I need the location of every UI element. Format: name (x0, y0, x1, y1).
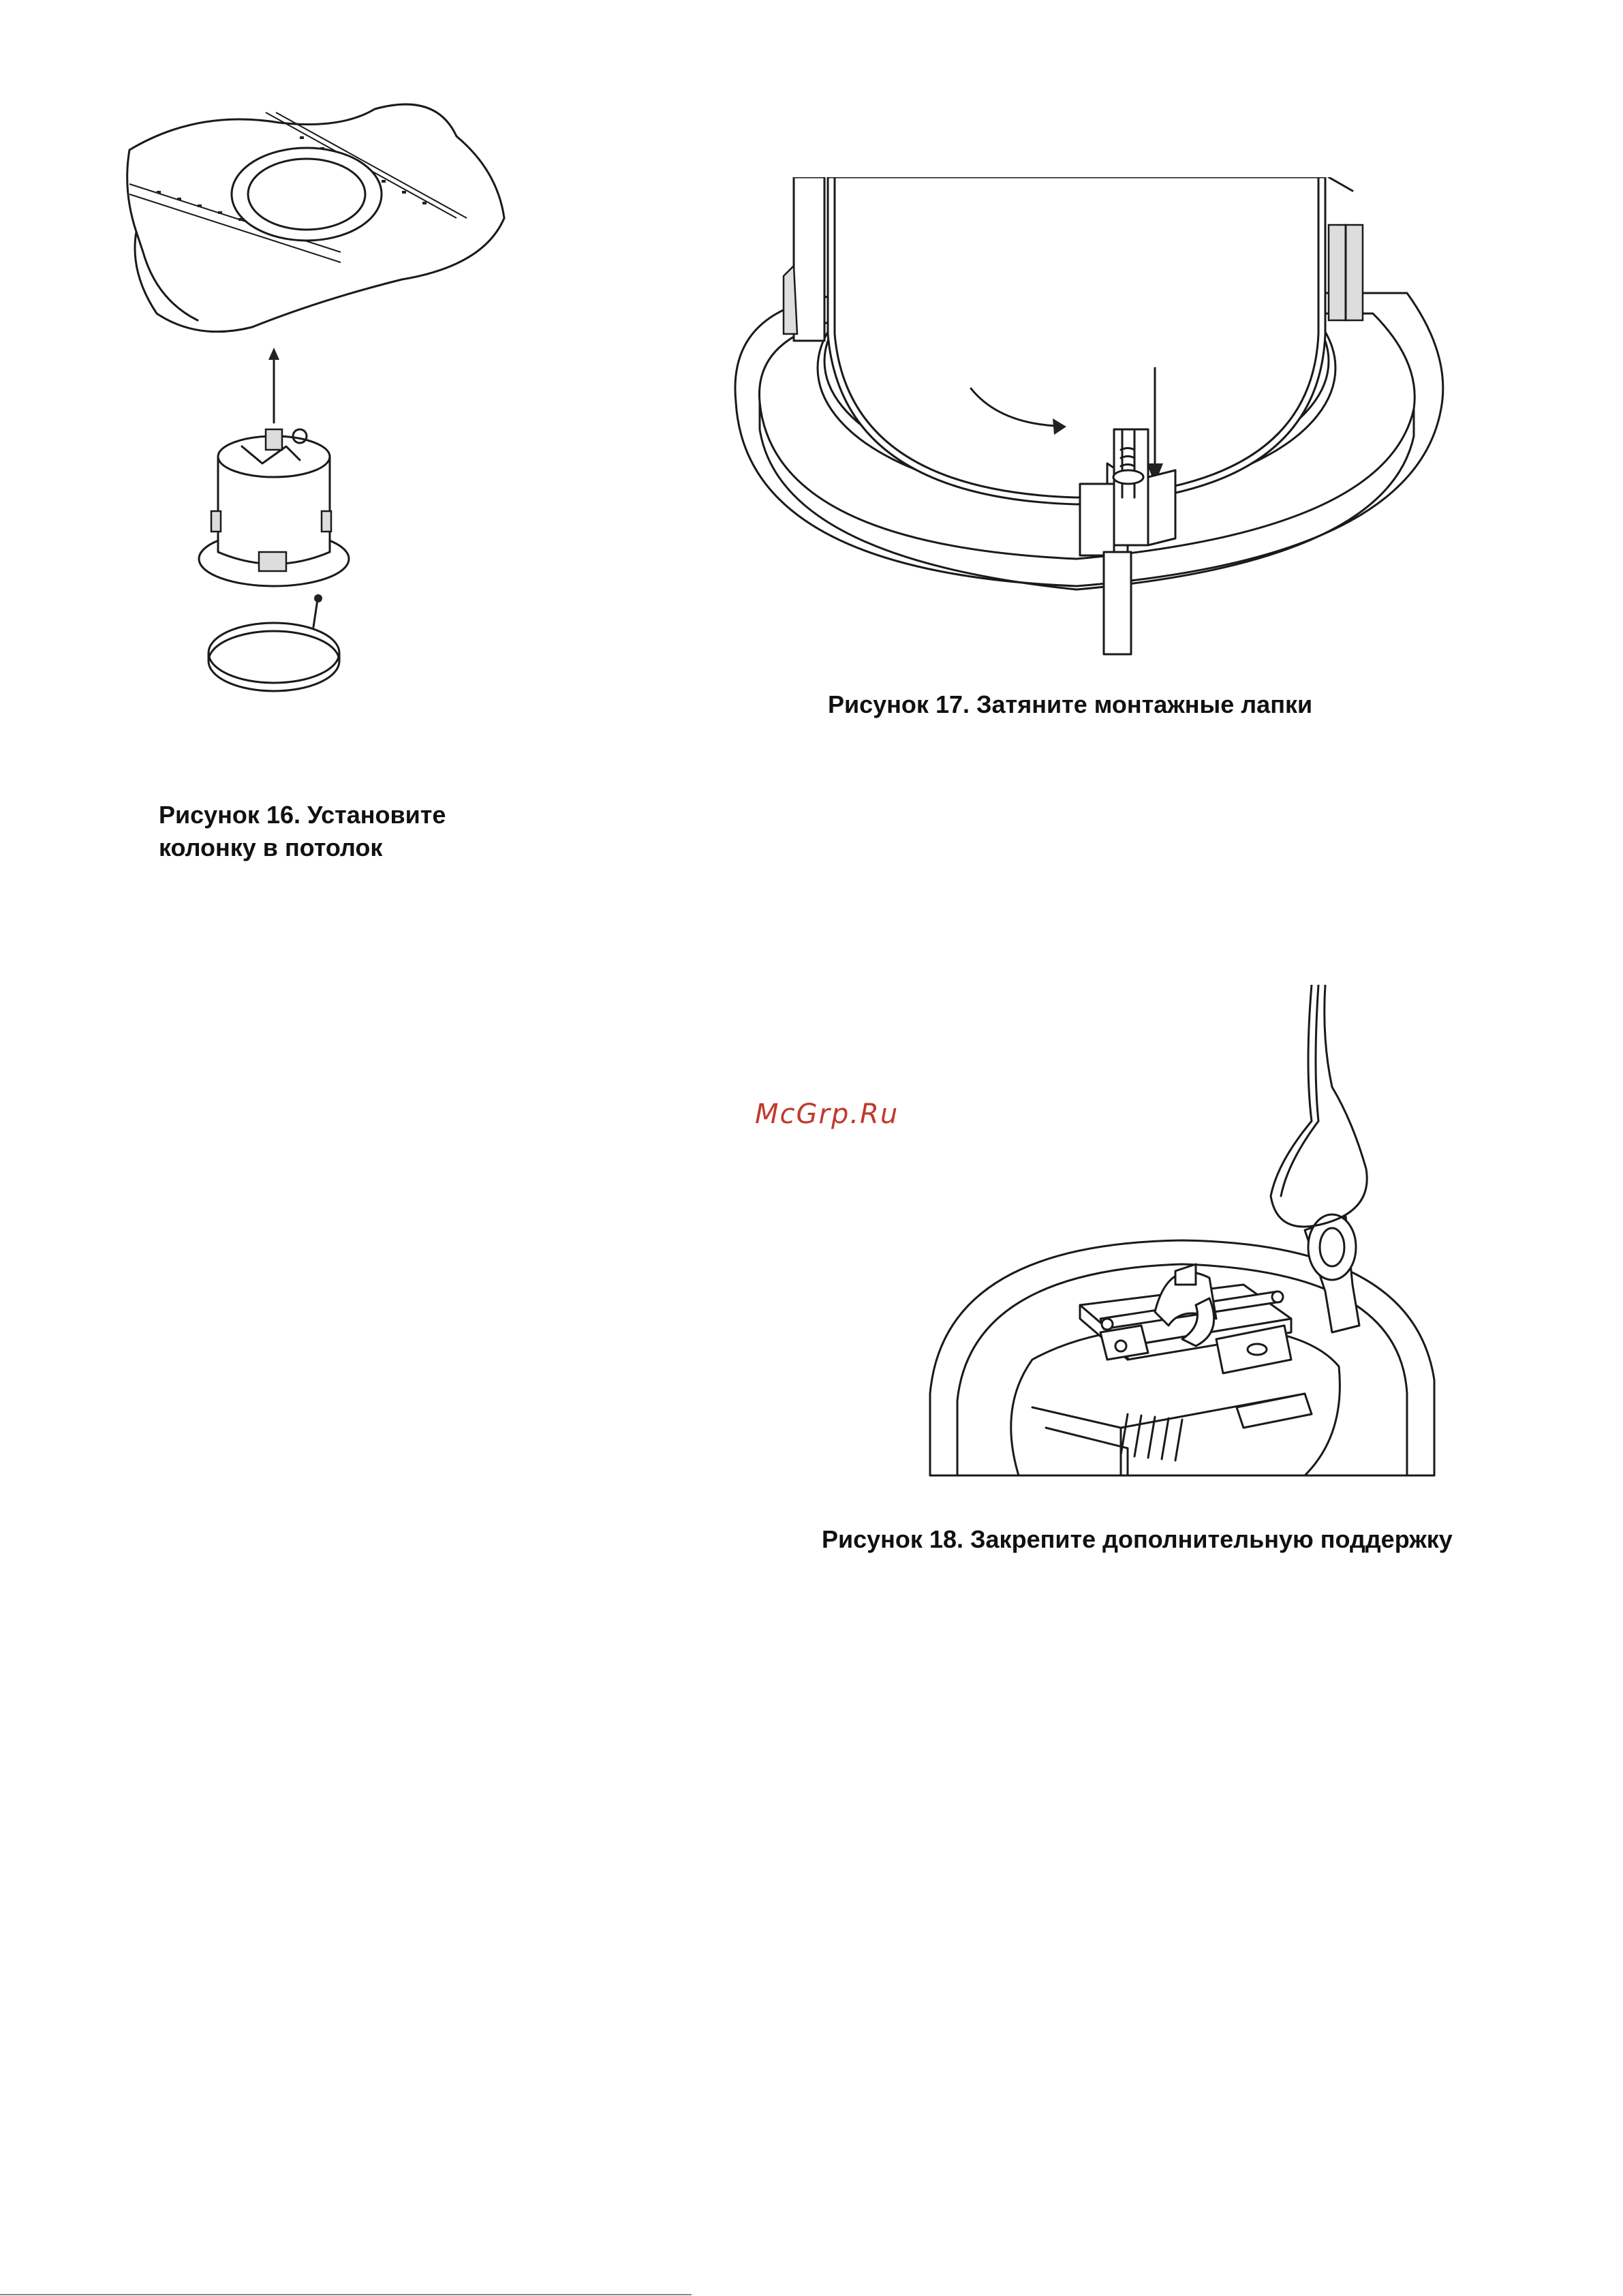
watermark: McGrp.Ru (755, 1099, 899, 1130)
caption-line: Рисунок 16. Установите (159, 801, 446, 829)
figure-18-caption (822, 1523, 1453, 1556)
figure-18-illustration (923, 985, 1441, 1482)
footer-rule (0, 2294, 692, 2295)
caption-line: Рисунок 17. Затяните монтажные лапки (828, 690, 1313, 718)
caption-line: Рисунок 18. Закрепите дополнительную поддержку (822, 1525, 1453, 1553)
figure-17-caption (828, 688, 1312, 721)
caption-line: колонку в потолок (159, 833, 383, 861)
figure-16-caption (159, 799, 446, 864)
figure-16-illustration (116, 95, 531, 716)
figure-17-illustration (705, 177, 1448, 668)
